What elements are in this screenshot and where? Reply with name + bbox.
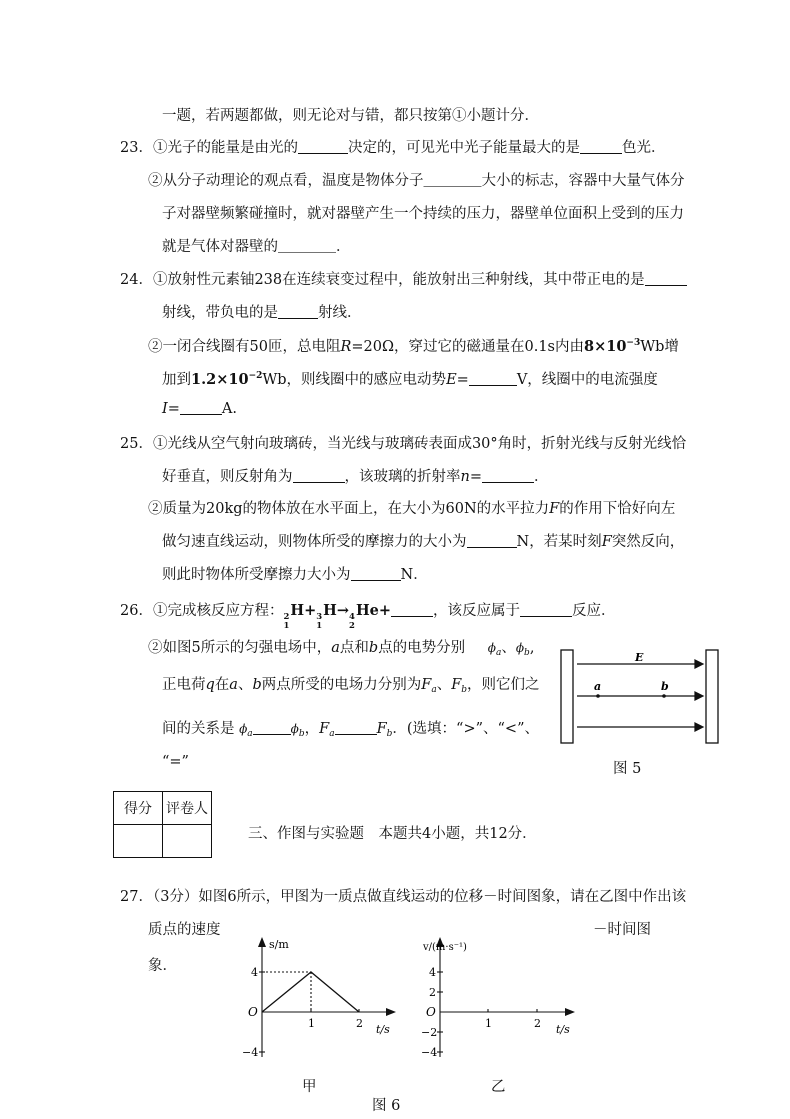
q26-var: a	[331, 640, 340, 656]
q24-text: V，线圈中的电流强度	[516, 372, 658, 388]
section-heading: 三、作图与实验题 本题共4小题，共12分．	[248, 826, 537, 842]
y-axis-label: v/(m·s⁻¹)	[423, 942, 467, 953]
q23-line2	[148, 169, 685, 190]
q26-sub: b	[298, 729, 305, 739]
figure5-caption: 图 5	[613, 761, 642, 777]
q26-text: 、	[237, 677, 253, 693]
x-tick-label: 2	[356, 1017, 363, 1030]
answer-blank[interactable]	[482, 468, 534, 483]
q25-text: ．	[534, 469, 549, 485]
q24-value: 1.2×10	[191, 371, 249, 388]
q27-text: （3分）如图6所示，甲图为一质点做直线运动的位移－时间图象，请在乙图中作出该	[152, 889, 687, 905]
answer-blank[interactable]	[298, 139, 348, 154]
nuclide-mass: 4	[349, 612, 355, 622]
q24-line5	[162, 400, 237, 417]
plus-sign: +	[304, 602, 317, 619]
answer-blank[interactable]	[391, 602, 433, 617]
displacement-time-graph	[238, 935, 403, 1065]
answer-blank[interactable]	[180, 400, 222, 415]
answer-blank[interactable]	[253, 720, 291, 735]
q24-exp: −3	[626, 338, 641, 348]
phi-symbol: ϕ	[487, 641, 496, 655]
q26-line3	[162, 673, 540, 695]
phi-symbol: ϕ	[515, 641, 525, 655]
q26-var: F	[376, 721, 387, 737]
answer-blank[interactable]	[580, 139, 622, 154]
q25-line3	[148, 497, 675, 518]
q25-line4	[162, 530, 684, 551]
q24-var: E	[446, 372, 457, 388]
q24-text: =20Ω，穿过它的磁通量在0.1s内由	[351, 339, 584, 355]
y-axis-arrow-icon	[258, 937, 266, 947]
q24-text: 加到	[162, 372, 191, 388]
q25-var: F	[601, 534, 612, 550]
answer-blank[interactable]	[351, 566, 401, 581]
point-a	[596, 694, 600, 698]
velocity-time-graph[interactable]	[415, 935, 585, 1065]
q24-value: 8×10	[584, 338, 627, 355]
label-b: b	[661, 680, 669, 693]
q23-line3: 子对器壁频繁碰撞时，就对器壁产生一个持续的压力，器壁单位面积上受到的压力	[162, 206, 684, 222]
q27-line2a: 质点的速度	[148, 922, 221, 938]
q23-line4	[162, 235, 351, 256]
q23-text: 大小的标志，容器中大量气体分	[481, 173, 685, 189]
q24-line1	[120, 268, 687, 289]
nuclide-symbol: H	[323, 602, 337, 619]
q26-var: F	[451, 677, 462, 693]
answer-blank[interactable]: ＿＿＿＿	[423, 173, 482, 189]
q26-line2: ②如图5所示的匀强电场中，a点和b点的电势分别 $\phi_a$、$\phi_b$,	[148, 640, 535, 658]
nuclide-symbol: He+	[355, 602, 392, 619]
q24-text: Wb，则线圈中的感应电动势	[262, 372, 447, 388]
x-axis-arrow-icon	[386, 1008, 396, 1016]
q26-var: a	[229, 677, 238, 693]
q26-number: 26．	[120, 603, 153, 619]
q26-text: 、	[501, 640, 516, 656]
q23-text: 就是气体对器壁的	[162, 239, 278, 255]
q23-text: ②从分子动理论的观点看，温度是物体分子	[148, 173, 424, 189]
answer-blank[interactable]: ＿＿＿＿	[278, 239, 336, 255]
q26-text: 、	[436, 677, 452, 693]
q26-var: b	[368, 640, 379, 656]
y-tick-label: 4	[251, 966, 258, 979]
q25-text: =	[469, 469, 482, 485]
field-arrow-icon	[695, 660, 703, 668]
x-tick-label: 1	[485, 1017, 492, 1030]
q26-var: F	[421, 677, 432, 693]
q26-text: ②如图5所示的匀强电场中，	[148, 640, 332, 656]
field-arrow-icon	[695, 692, 703, 700]
electric-field-figure	[555, 643, 730, 748]
q26-var: F	[319, 721, 330, 737]
figure6-caption: 图 6	[372, 1098, 401, 1114]
q27-line2b: －时间图	[593, 922, 651, 938]
q24-text: ②一闭合线圈有50匝，总电阻	[148, 339, 341, 355]
origin-label: O	[426, 1005, 436, 1019]
q24-exp: −2	[248, 371, 263, 381]
arrow-icon: →	[336, 602, 350, 619]
q25-text: ②质量为20kg的物体放在水平面上，在大小为60N的水平拉力	[148, 501, 550, 517]
field-arrow-icon	[695, 723, 703, 731]
phi-symbol: ϕ	[290, 722, 299, 736]
q24-var: R	[340, 339, 352, 355]
answer-blank[interactable]	[467, 533, 517, 548]
q23-line1	[120, 136, 665, 157]
q26-sub: b	[461, 685, 468, 695]
x-axis-arrow-icon	[565, 1008, 575, 1016]
intro-line: 一题，若两题都做，则无论对与错，都只按第①小题计分．	[162, 108, 539, 124]
q26-line1	[120, 599, 616, 631]
q26-sub: b	[386, 729, 393, 739]
q25-text: ①光线从空气射向玻璃砖，当光线与玻璃砖表面成30°角时，折射光线与反射光线恰	[152, 436, 687, 452]
q25-text: 则此时物体所受摩擦力大小为	[162, 567, 351, 583]
q23-text: 色光．	[621, 140, 666, 156]
score-cell[interactable]	[114, 825, 163, 858]
q26-text: ①完成核反应方程：	[152, 603, 284, 619]
x-tick-label: 2	[534, 1017, 541, 1030]
origin-label: O	[248, 1005, 258, 1019]
answer-blank[interactable]	[520, 602, 572, 617]
q27-line3: 象．	[148, 958, 177, 974]
y-tick-label: −4	[421, 1046, 438, 1059]
label-a: a	[594, 680, 602, 693]
q27-number: 27．	[120, 889, 153, 905]
answer-blank[interactable]	[278, 304, 318, 319]
y-tick-label: −2	[421, 1026, 438, 1039]
q25-text: 好垂直，则反射角为	[162, 469, 293, 485]
q26-text: 反应．	[572, 603, 616, 619]
nuclide-mass: 2	[283, 612, 290, 622]
q26-text: 间的关系是	[162, 721, 235, 737]
x-axis-label: t/s	[376, 1023, 390, 1036]
q26-text: ，该反应属于	[433, 603, 521, 619]
q25-line5	[162, 563, 428, 584]
answer-blank[interactable]	[469, 371, 517, 386]
q23-text: ①光子的能量是由光的	[152, 140, 298, 156]
y-tick-label: 4	[429, 966, 436, 979]
q24-text: A.	[221, 401, 237, 417]
graph-caption-jia: 甲	[302, 1079, 317, 1095]
left-plate	[561, 650, 573, 743]
q25-line1	[120, 432, 686, 453]
q24-text: =	[456, 372, 469, 388]
q25-text: ，该玻璃的折射率	[344, 469, 461, 485]
q26-line5: “=”	[162, 754, 189, 770]
q25-text: 突然反向，	[611, 534, 685, 550]
q26-var: q	[205, 677, 215, 693]
q24-line3	[148, 335, 679, 356]
q26-text: 两点所受的电场力分别为	[261, 677, 422, 693]
q26-text: 点的电势分别	[378, 640, 466, 656]
q25-text: 的作用下恰好向左	[559, 501, 676, 517]
q24-line4	[162, 368, 658, 389]
answer-blank[interactable]	[293, 468, 345, 483]
q23-text: 决定的，可见光中光子能量最大的是	[347, 140, 580, 156]
grader-cell[interactable]	[163, 825, 212, 858]
q25-line2	[162, 465, 549, 486]
answer-blank[interactable]	[645, 271, 687, 286]
x-axis-label: t/s	[556, 1023, 570, 1036]
q26-line4	[162, 717, 539, 739]
q23-number: 23．	[120, 140, 153, 156]
q24-var: I	[162, 401, 168, 417]
q26-text: ，则它们之	[467, 677, 540, 693]
q26-sub: a	[329, 729, 335, 739]
y-tick-label: −4	[242, 1046, 259, 1059]
q25-text: N，若某时刻	[516, 534, 602, 550]
y-axis-label: s/m	[269, 938, 289, 951]
q24-text: ①放射性元素铀238在连续衰变过程中，能放射出三种射线，其中带正电的是	[152, 272, 645, 288]
q26-text: ，	[304, 721, 320, 737]
right-plate	[706, 650, 718, 743]
q25-var: n	[460, 469, 470, 485]
q23-text: ．	[336, 239, 351, 255]
q26-sub: a	[431, 685, 437, 695]
point-b	[662, 694, 666, 698]
q24-text: =	[167, 401, 180, 417]
q27-line1	[120, 885, 686, 906]
q26-text: ．(选填：“>”、“<”、	[392, 721, 539, 737]
q26-text: 点和	[339, 640, 369, 656]
q24-text: 射线．	[318, 305, 362, 321]
score-header: 得分	[114, 792, 163, 825]
field-label-E: E	[635, 651, 644, 664]
nuclide-charge: 1	[316, 621, 323, 631]
q26-sub: a	[495, 648, 502, 658]
nuclide-symbol: H	[290, 602, 305, 619]
answer-blank[interactable]	[335, 720, 377, 735]
q24-number: 24．	[120, 272, 153, 288]
nuclide-mass: 3	[316, 612, 323, 622]
q25-number: 25．	[120, 436, 153, 452]
q26-sub: b	[524, 648, 530, 658]
x-tick-label: 1	[308, 1017, 315, 1030]
nuclide-charge: 2	[349, 621, 355, 631]
score-table	[113, 791, 212, 858]
q24-text: 射线，带负电的是	[162, 305, 278, 321]
phi-symbol: ϕ	[239, 722, 248, 736]
grader-header: 评卷人	[163, 792, 212, 825]
y-tick-label: 2	[429, 986, 436, 999]
q26-sub: a	[247, 729, 253, 739]
q26-text: 在	[214, 677, 230, 693]
q25-var: F	[549, 501, 560, 517]
q24-text: Wb增	[640, 339, 679, 355]
nuclide-charge: 1	[283, 621, 290, 631]
q25-text: N．	[400, 567, 428, 583]
graph-caption-yi: 乙	[491, 1079, 506, 1095]
q26-var: b	[252, 677, 262, 693]
q26-text: 正电荷	[162, 677, 206, 693]
q25-text: 做匀速直线运动，则物体所受的摩擦力的大小为	[162, 534, 467, 550]
q24-line2	[162, 301, 362, 322]
